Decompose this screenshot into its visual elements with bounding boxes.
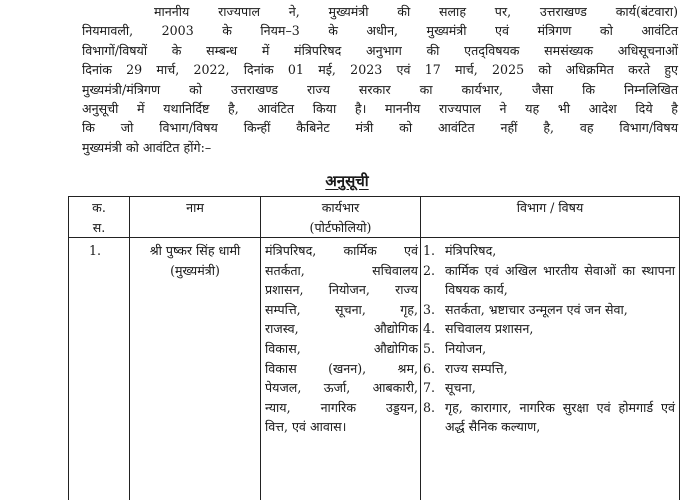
portfolio-line: वित्त, एवं आवास।: [265, 419, 347, 435]
department-list: [421, 241, 679, 437]
intro-line: माननीय राज्यपाल ने, मुख्यमंत्री की सलाह पर, उत्तराखण्ड कार्य(बंटवारा): [154, 4, 678, 19]
department-item: [423, 261, 675, 300]
department-number: 8.: [423, 399, 436, 415]
header-serial-line2: स.: [92, 219, 106, 235]
portfolio-line: राजस्व, औद्योगिक: [265, 321, 418, 337]
portfolio-line: सम्पत्ति, सूचना, गृह,: [265, 301, 418, 317]
portfolio-line: विकास, औद्योगिक: [265, 340, 418, 356]
header-serial-line1: क.: [92, 200, 106, 215]
department-item: [423, 398, 675, 437]
header-serial: [69, 198, 129, 237]
schedule-heading-text: अनुसूची: [325, 172, 369, 190]
row-name-line1: श्री पुष्कर सिंह धामी: [149, 243, 241, 258]
department-number: 6.: [423, 360, 436, 376]
portfolio-line: न्याय, नागरिक उड्डयन,: [265, 399, 418, 415]
department-text: गृह, कारागार, नागरिक सुरक्षा एवं होमगार्ड एवं अर्द्ध सैनिक कल्याण,: [445, 399, 675, 435]
department-text: कार्मिक एवं अखिल भारतीय सेवाओं का स्थापना विषयक कार्य,: [445, 262, 675, 298]
intro-line: कि जो विभाग/विषय किन्हीं कैबिनेट मंत्री को आवंटित नहीं है, वह विभाग/विषय: [82, 120, 678, 136]
portfolio-line: पेयजल, ऊर्जा, आबकारी,: [265, 380, 418, 396]
department-item: [423, 300, 675, 320]
department-item: [423, 319, 675, 339]
header-name: नाम: [186, 200, 204, 215]
department-text: सचिवालय प्रशासन,: [445, 321, 534, 337]
portfolio-line: मंत्रिपरिषद, कार्मिक एवं: [265, 243, 418, 258]
header-portfolio-line2: (पोर्टफोलियो): [309, 219, 372, 235]
intro-line: मुख्यमंत्री को आवंटित होंगे:–: [82, 139, 212, 155]
department-text: मंत्रिपरिषद,: [445, 243, 497, 258]
department-item: [423, 378, 675, 398]
header-department: विभाग / विषय: [516, 200, 584, 215]
row-departments: [421, 241, 679, 437]
intro-line: अनुसूची में यथानिर्दिष्ट है, आवंटित किया है। माननीय राज्यपाल ने यह भी आदेश दिये है: [82, 101, 678, 117]
intro-paragraph: [82, 2, 678, 157]
department-number: 3.: [423, 301, 436, 317]
portfolio-line: प्रशासन, नियोजन, राज्य: [265, 282, 418, 298]
department-number: 1.: [423, 243, 436, 258]
department-number: 7.: [423, 380, 436, 396]
department-number: 4.: [423, 321, 436, 337]
intro-line: मुख्यमंत्री/मंत्रिगण को उत्तराखण्ड राज्य सरकार का कार्यभार, जैसा कि निम्नलिखित: [82, 81, 678, 97]
department-text: राज्य सम्पत्ति,: [445, 360, 508, 376]
portfolio-line: सतर्कता, सचिवालय: [265, 262, 418, 278]
department-item: [423, 339, 675, 359]
department-text: नियोजन,: [445, 340, 487, 356]
intro-line: दिनांक 29 मार्च, 2022, दिनांक 01 मई, 2023 एवं 17 मार्च, 2025 को अधिक्रमित करते हुए: [82, 62, 678, 78]
header-portfolio: [261, 198, 420, 237]
row-portfolio: [261, 241, 420, 437]
department-item: [423, 241, 675, 261]
portfolio-line: विकास (खनन), श्रम,: [265, 360, 418, 376]
intro-line: नियमावली, 2003 के नियम–3 के अधीन, मुख्यमंत्री एवं मंत्रिगण को आवंटित: [82, 23, 678, 39]
schedule-table: [68, 196, 680, 500]
row-serial: 1.: [88, 243, 102, 258]
department-number: 5.: [423, 340, 436, 356]
department-item: [423, 359, 675, 379]
intro-line: विभागों/विषयों के सम्बन्ध में मंत्रिपरिषद अनुभाग की एतद्‌विषयक समसंख्यक अधिसूचनाओं: [82, 42, 678, 58]
schedule-heading: [0, 171, 694, 191]
department-text: सतर्कता, भ्रष्टाचार उन्मूलन एवं जन सेवा,: [445, 301, 628, 317]
row-name: [130, 241, 260, 280]
department-number: 2.: [423, 262, 436, 278]
row-name-line2: (मुख्यमंत्री): [170, 262, 220, 278]
department-text: सूचना,: [445, 380, 476, 396]
header-portfolio-line1: कार्यभार: [321, 200, 360, 215]
